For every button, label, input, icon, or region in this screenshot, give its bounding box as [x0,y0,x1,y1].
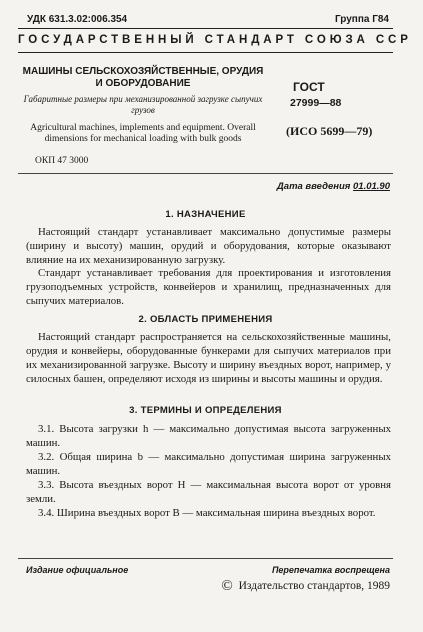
group-code: Группа Г84 [334,14,389,25]
definition-3-1: 3.1. Высота загрузки h — максимально допустимая высота загруженных машин. [26,423,391,449]
copyright-icon: © [221,578,233,594]
definition-3-3: 3.3. Высота въездных ворот H — максимальная высота ворот от уровня земли. [26,479,391,505]
iso-reference: (ИСО 5699—79) [286,124,373,138]
effective-date [277,181,390,192]
section-2-heading: 2. ОБЛАСТЬ ПРИМЕНЕНИЯ [138,314,273,325]
gost-number: 27999—88 [290,97,342,109]
document-title: МАШИНЫ СЕЛЬСКОХОЗЯЙСТВЕННЫЕ, ОРУДИЯ И ОБОРУДОВАНИЕ [22,66,264,89]
section-1-paragraph-1: Настоящий стандарт устанавливает максимально допустимые размеры (ширину и высоту) машин, орудий и оборудования, которые оказывают влияние на их механизированную загрузку. [26,226,391,266]
banner-divider [18,52,393,53]
english-title: Agricultural machines, implements and equipment. Overall dimensions for mechanical loading with bulk goods [30,123,256,144]
government-standard-banner: ГОСУДАРСТВЕННЫЙ СТАНДАРТ СОЮЗА ССР [18,34,412,46]
gost-label: ГОСТ [293,80,325,94]
top-divider [18,28,393,29]
official-edition-label: Издание официальное [26,565,129,575]
udk-code: УДК 631.3.02:006.354 [27,14,128,25]
document-subtitle: Габаритные размеры при механизированной загрузке сыпучих грузов [23,94,263,115]
okp-code: ОКП 47 3000 [35,156,89,166]
publisher-line [221,578,390,595]
footer-divider [18,558,393,559]
reprint-prohibited-label: Перепечатка воспрещена [271,565,390,575]
definition-3-4: 3.4. Ширина въездных ворот B — максимальная ширина въездных ворот. [38,507,376,519]
section-3-heading: 3. ТЕРМИНЫ И ОПРЕДЕЛЕНИЯ [129,405,282,416]
section-1-heading: 1. НАЗНАЧЕНИЕ [165,209,246,220]
section-1-paragraph-2: Стандарт устанавливает требования для проектирования и изготовления грузоподъемных устройств, конвейеров и хранилищ, предназначенных для сыпучих материалов. [26,267,391,307]
section-2-paragraph-1: Настоящий стандарт распространяется на сельскохозяйственные машины, орудия и конвейеры, оборудованные бункерами для сыпучих материалов при их механизированной загрузке. Высоту и ширину въездных ворот, например, у силосных башен, определяют исходя из ширины и высоты машины и орудия. [26,331,391,385]
title-divider [18,173,393,174]
effective-date-label: Дата введения [276,181,351,192]
publisher-text: Издательство стандартов, 1989 [238,580,390,592]
effective-date-value: 01.01.90 [353,181,390,192]
definition-3-2: 3.2. Общая ширина b — максимально допустимая ширина загруженных машин. [26,451,391,477]
